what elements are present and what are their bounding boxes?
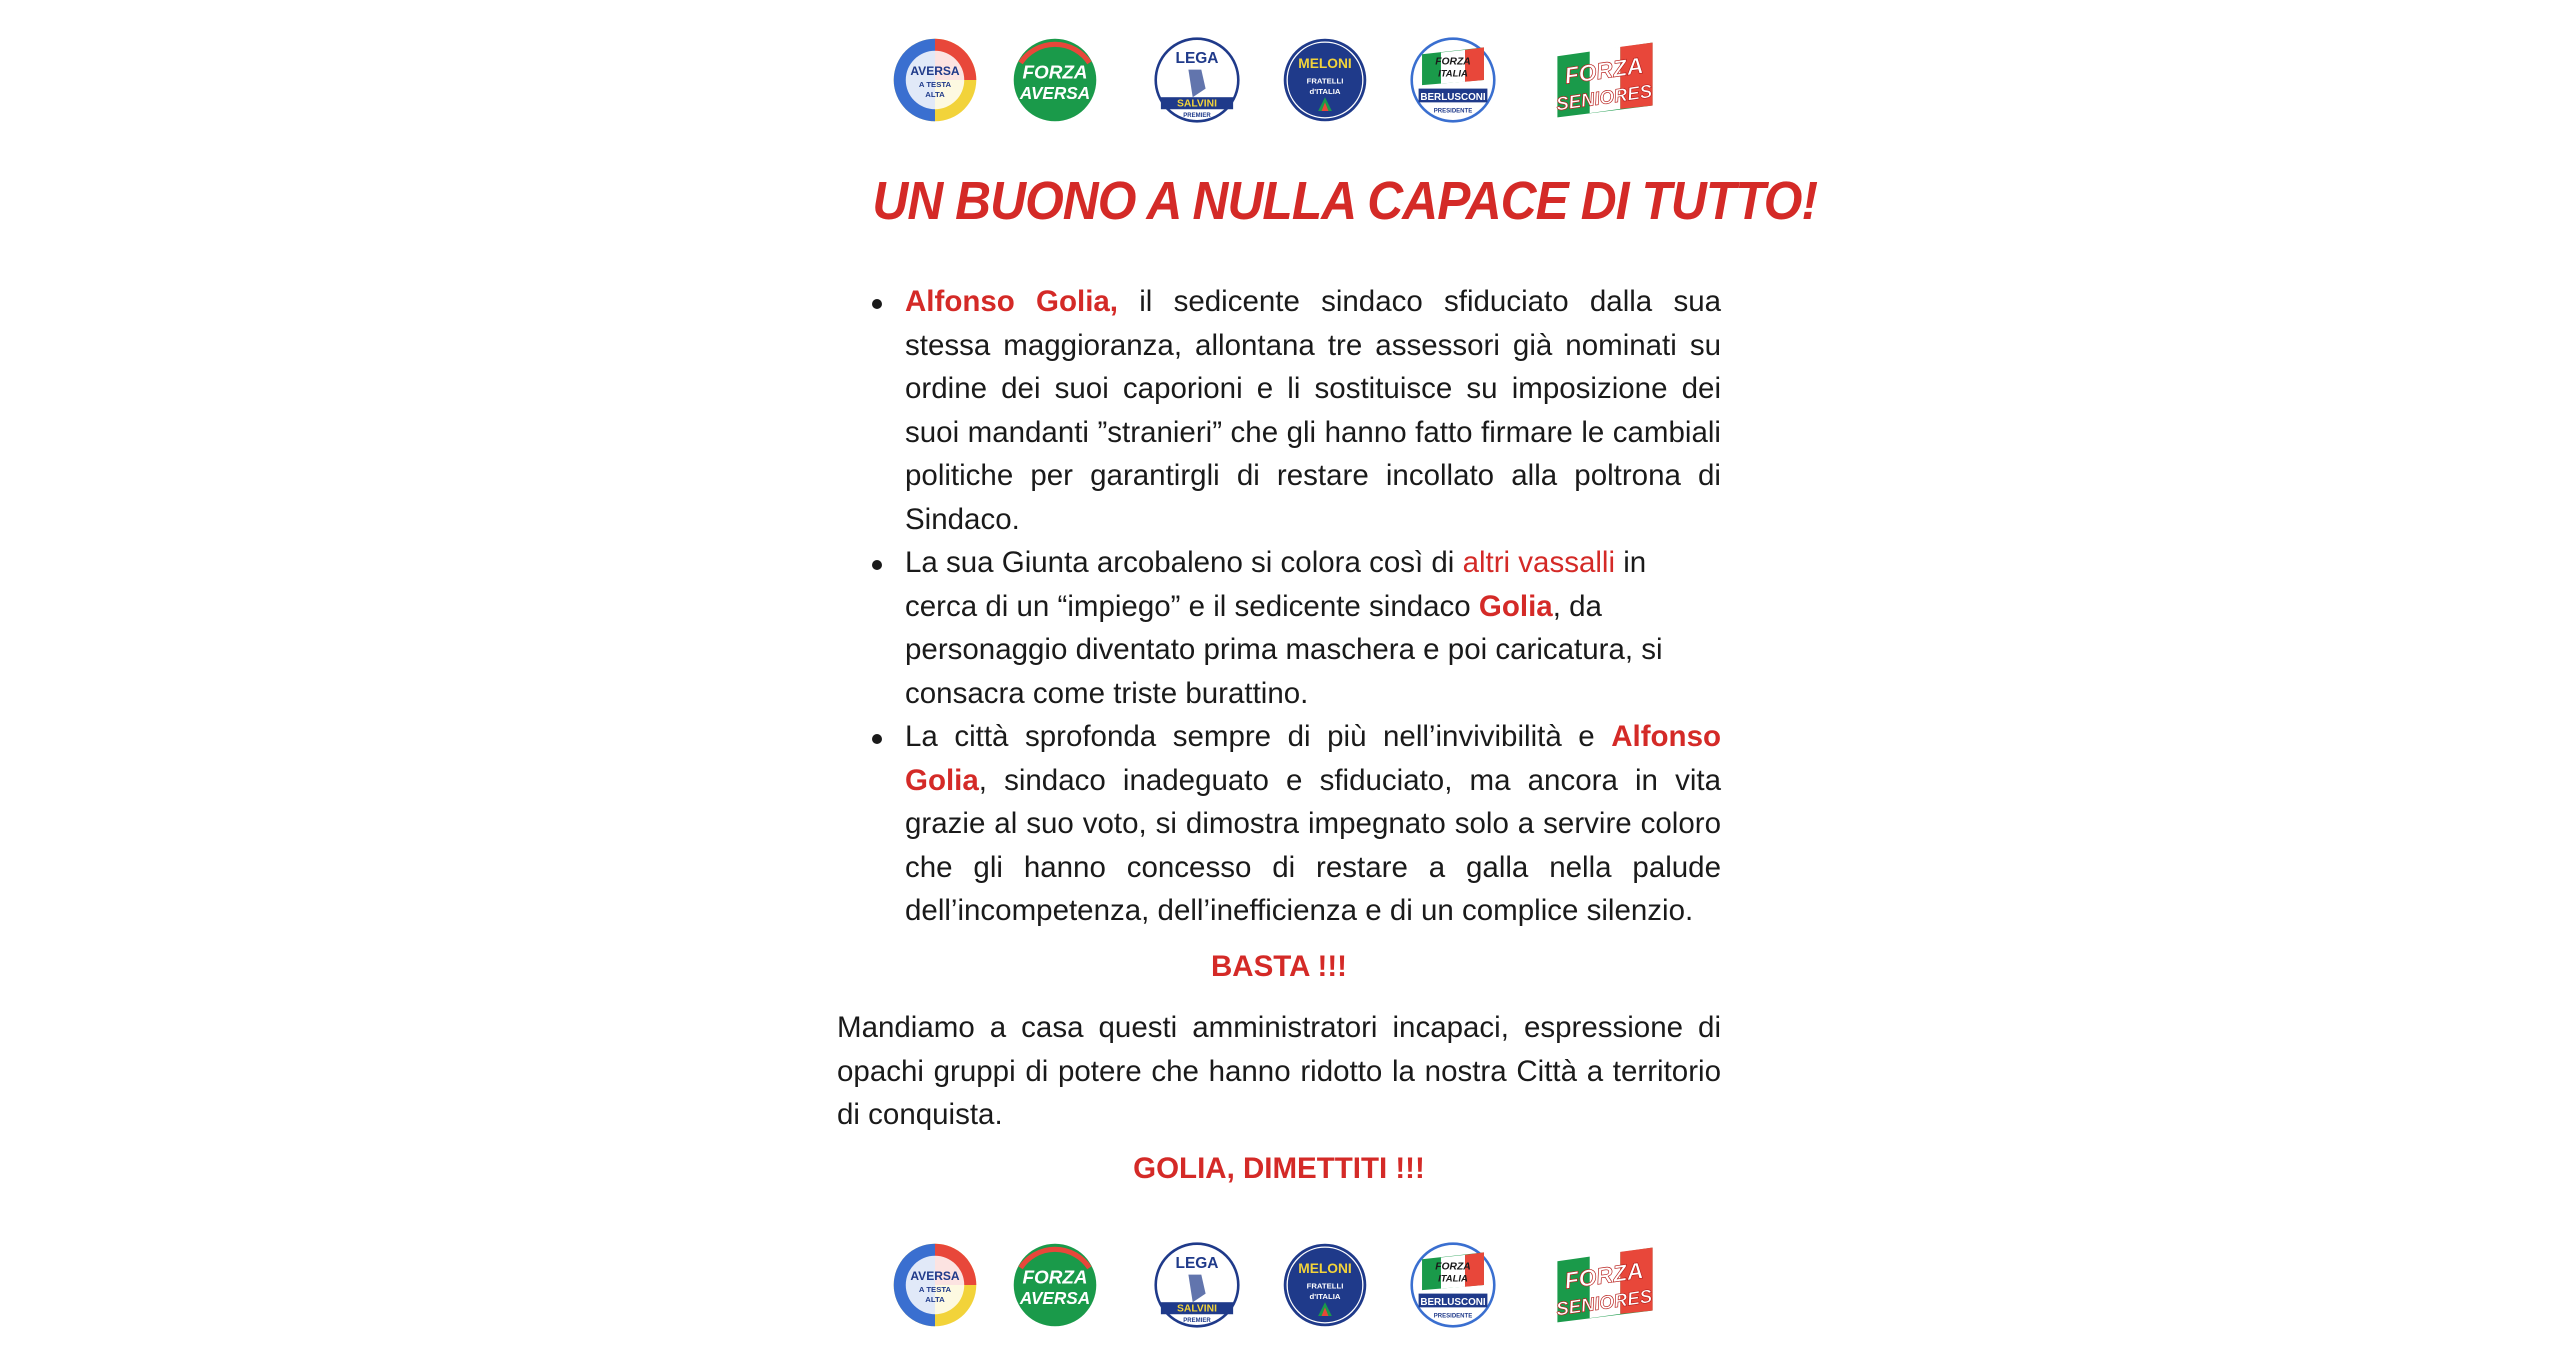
bullet-text: , da personaggio diventato prima maschera e poi caricatura, si consacra come triste burattino. xyxy=(905,589,1663,710)
bullet-text: in cerca di un “impiego” e il sedicente sindaco xyxy=(905,546,1647,623)
bullet-item xyxy=(905,541,1721,715)
red-highlight: altri vassalli xyxy=(1462,546,1616,579)
svg-text:MELONI: MELONI xyxy=(1298,1260,1352,1276)
svg-text:FORZA: FORZA xyxy=(1022,1267,1088,1289)
svg-text:SALVINI: SALVINI xyxy=(1177,98,1217,110)
svg-text:AVERSA: AVERSA xyxy=(1019,1287,1091,1308)
svg-text:PRESIDENTE: PRESIDENTE xyxy=(1433,108,1473,115)
lega-salvini-logo xyxy=(1154,37,1240,123)
red-highlight: Alfonso Golia xyxy=(905,720,1721,797)
svg-text:SENIORES: SENIORES xyxy=(1554,80,1654,115)
svg-text:d'ITALIA: d'ITALIA xyxy=(1309,1291,1341,1301)
red-highlight: Alfonso Golia, xyxy=(905,285,1118,318)
forza-italia-logo xyxy=(1410,1242,1496,1328)
svg-text:AVERSA: AVERSA xyxy=(910,1268,960,1283)
bullet-list xyxy=(905,280,1721,933)
forza-aversa-logo xyxy=(1012,1242,1098,1328)
svg-text:ITALIA: ITALIA xyxy=(1438,1273,1468,1285)
bullet-text: La città sprofonda sempre di più nell’invivibilità e xyxy=(905,720,1612,753)
svg-text:ALTA: ALTA xyxy=(925,1295,945,1305)
svg-text:FORZA: FORZA xyxy=(1022,62,1088,84)
svg-text:ITALIA: ITALIA xyxy=(1438,68,1468,80)
bullet-item xyxy=(905,280,1721,541)
forza-italia-logo xyxy=(1410,37,1496,123)
headline: UN BUONO A NULLA CAPACE DI TUTTO! xyxy=(872,171,1818,231)
svg-text:d'ITALIA: d'ITALIA xyxy=(1309,86,1341,96)
lega-salvini-logo xyxy=(1154,1242,1240,1328)
aversa-a-testa-alta-logo xyxy=(892,1242,978,1328)
svg-text:LEGA: LEGA xyxy=(1175,49,1219,67)
flyer-document xyxy=(837,0,1818,1367)
final-slogan: GOLIA, DIMETTITI !!! xyxy=(1133,1152,1425,1185)
svg-text:FORZA: FORZA xyxy=(1562,1257,1645,1294)
svg-text:AVERSA: AVERSA xyxy=(910,63,960,78)
svg-text:BERLUSCONI: BERLUSCONI xyxy=(1420,1296,1486,1308)
svg-text:PRESIDENTE: PRESIDENTE xyxy=(1433,1313,1473,1320)
svg-text:FRATELLI: FRATELLI xyxy=(1306,1281,1344,1291)
svg-text:FORZA: FORZA xyxy=(1435,1261,1471,1273)
svg-text:FORZA: FORZA xyxy=(1435,56,1471,68)
svg-text:MELONI: MELONI xyxy=(1298,55,1352,71)
svg-text:LEGA: LEGA xyxy=(1175,1254,1219,1272)
svg-text:PREMIER: PREMIER xyxy=(1183,112,1211,119)
basta-heading: BASTA !!! xyxy=(1211,950,1347,983)
forza-aversa-logo xyxy=(1012,37,1098,123)
bullet-text: , sindaco inadeguato e sfiduciato, ma ancora in vita grazie al suo voto, si dimostra impegnato solo a servire coloro che gli hanno concesso di restare a galla nella palude dell’incompetenza, dell’inefficienza e di un complice silenzio. xyxy=(905,763,1721,927)
fratelli-d-italia-logo xyxy=(1282,37,1368,123)
svg-text:BERLUSCONI: BERLUSCONI xyxy=(1420,91,1486,103)
svg-text:SALVINI: SALVINI xyxy=(1177,1303,1217,1315)
svg-text:AVERSA: AVERSA xyxy=(1019,82,1091,103)
svg-text:SENIORES: SENIORES xyxy=(1554,1285,1654,1320)
logo-row-bottom xyxy=(837,1242,1721,1332)
svg-text:FRATELLI: FRATELLI xyxy=(1306,76,1344,86)
aversa-a-testa-alta-logo xyxy=(892,37,978,123)
bullet-text: il sedicente sindaco sfiduciato dalla sua stessa maggioranza, allontana tre assessori già nominati su ordine dei suoi caporioni e li sostituisce su imposizione dei suoi mandanti ”stranieri” che gli hanno fatto firmare le cambiali politiche per garantirgli di restare incollato alla poltrona di Sindaco. xyxy=(905,285,1722,536)
svg-text:ALTA: ALTA xyxy=(925,90,945,100)
forza-seniores-logo xyxy=(1554,1242,1656,1328)
closing-paragraph: Mandiamo a casa questi amministratori incapaci, espressione di opachi gruppi di potere che hanno ridotto la nostra Città a territorio di conquista. xyxy=(837,1011,1721,1131)
svg-text:A TESTA: A TESTA xyxy=(918,1284,952,1294)
red-highlight: Golia xyxy=(1478,589,1553,623)
bullet-text: La sua Giunta arcobaleno si colora così di xyxy=(905,546,1463,579)
logo-row-top xyxy=(837,37,1721,127)
svg-text:FORZA: FORZA xyxy=(1562,52,1645,89)
forza-seniores-logo xyxy=(1554,37,1656,123)
svg-text:A TESTA: A TESTA xyxy=(918,79,952,89)
fratelli-d-italia-logo xyxy=(1282,1242,1368,1328)
bullet-item xyxy=(905,715,1721,933)
svg-text:PREMIER: PREMIER xyxy=(1183,1317,1211,1324)
